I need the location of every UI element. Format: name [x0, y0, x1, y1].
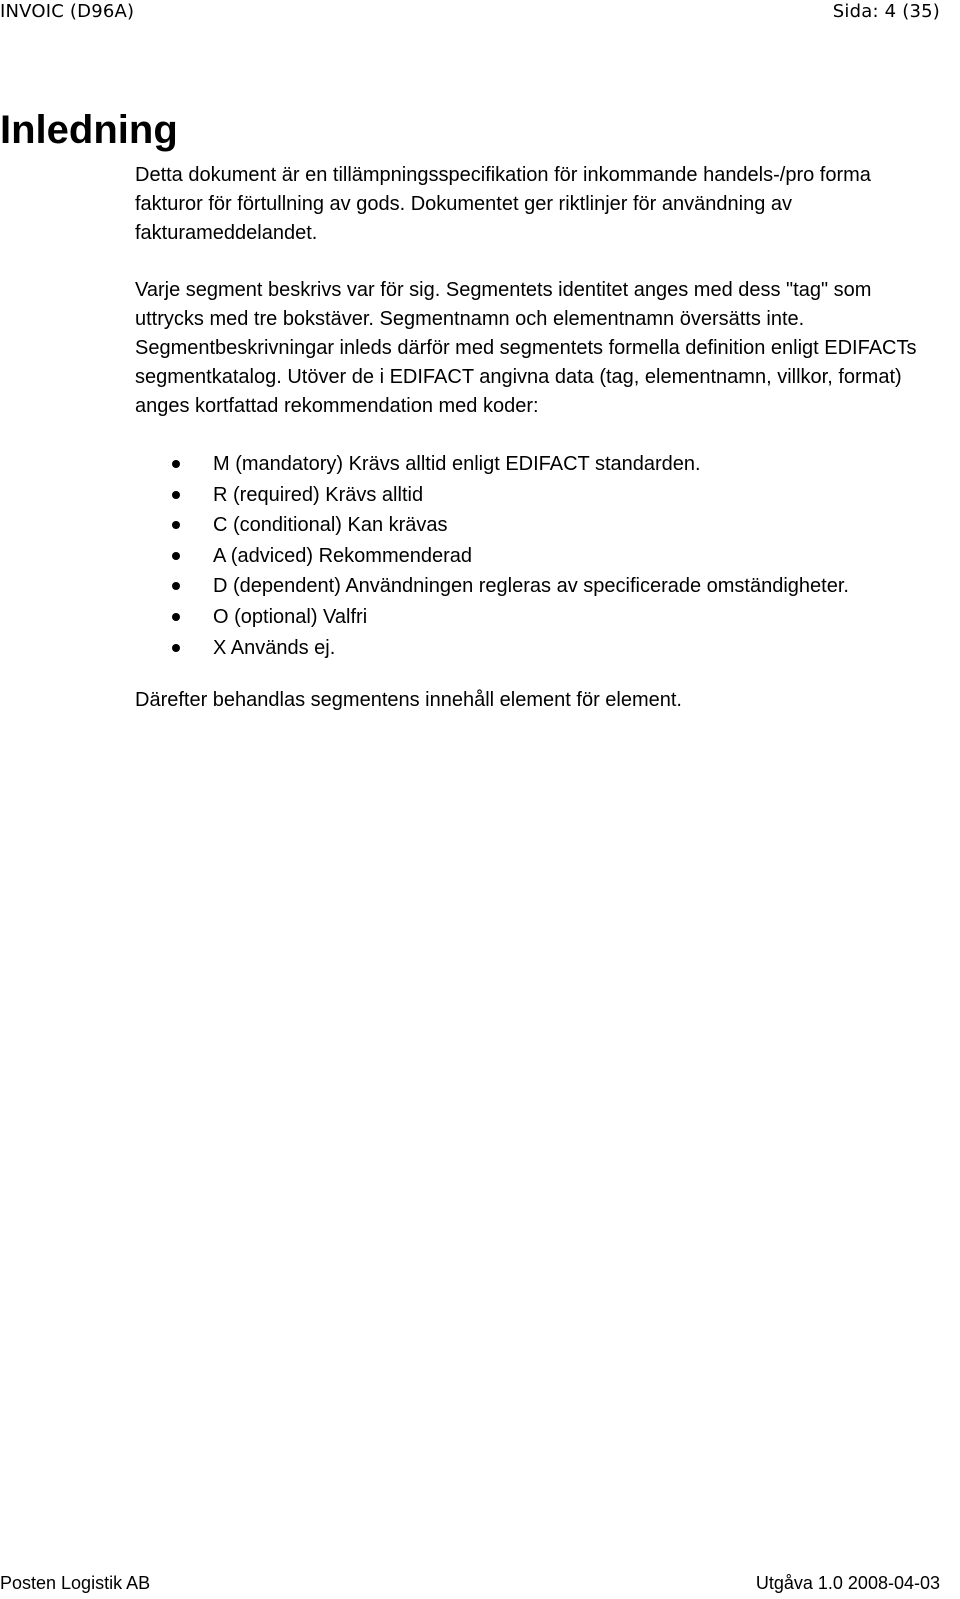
code-adviced: A (adviced) Rekommenderad: [213, 544, 473, 567]
bullet-icon: [172, 582, 180, 590]
code-conditional: C (conditional) Kan krävas: [213, 514, 448, 537]
closing-paragraph: Därefter behandlas segmentens innehåll element för element.: [135, 689, 682, 711]
list-item: [0, 602, 960, 633]
page-title: Inledning: [0, 108, 178, 152]
intro-paragraph: Detta dokument är en tillämpningsspecifikation för inkommande handels-/pro forma fakturor för förtullning av gods. Dokumentet ger riktlinjer för användning av fakturameddelandet.: [135, 164, 871, 244]
list-item: [0, 510, 960, 541]
bullet-icon: [172, 460, 180, 468]
list-item: [0, 571, 960, 602]
code-mandatory: M (mandatory) Krävs alltid enligt EDIFACT standarden.: [213, 453, 701, 475]
code-required: R (required) Krävs alltid: [213, 483, 424, 506]
document-id: INVOIC (D96A): [0, 1, 135, 22]
code-not-used: X Används ej.: [213, 636, 336, 659]
code-dependent: D (dependent) Användningen regleras av specificerade omständigheter.: [213, 575, 849, 598]
bullet-icon: [172, 613, 180, 621]
bullet-icon: [172, 552, 180, 560]
code-list: [0, 449, 960, 663]
bullet-icon: [172, 521, 180, 529]
page-number: Sida: 4 (35): [832, 1, 940, 22]
bullet-icon: [172, 491, 180, 499]
code-optional: O (optional) Valfri: [213, 605, 368, 628]
list-item: [0, 541, 960, 572]
bullet-icon: [172, 644, 180, 652]
footer-edition: Utgåva 1.0 2008-04-03: [755, 1573, 940, 1593]
list-item: [0, 480, 960, 511]
list-item: [0, 449, 960, 480]
list-item: [0, 633, 960, 664]
segment-description-paragraph: Varje segment beskrivs var för sig. Segmentets identitet anges med dess "tag" som uttrycks med tre bokstäver. Segmentnamn och elementnamn översätts inte. Segmentbeskrivningar inleds därför med segmentets formella definition enligt EDIFACTs segmentkatalog. Utöver de i EDIFACT angivna data (tag, elementnamn, villkor, format) anges kortfattad rekommendation med koder:: [135, 279, 917, 417]
footer-company: Posten Logistik AB: [0, 1573, 151, 1593]
